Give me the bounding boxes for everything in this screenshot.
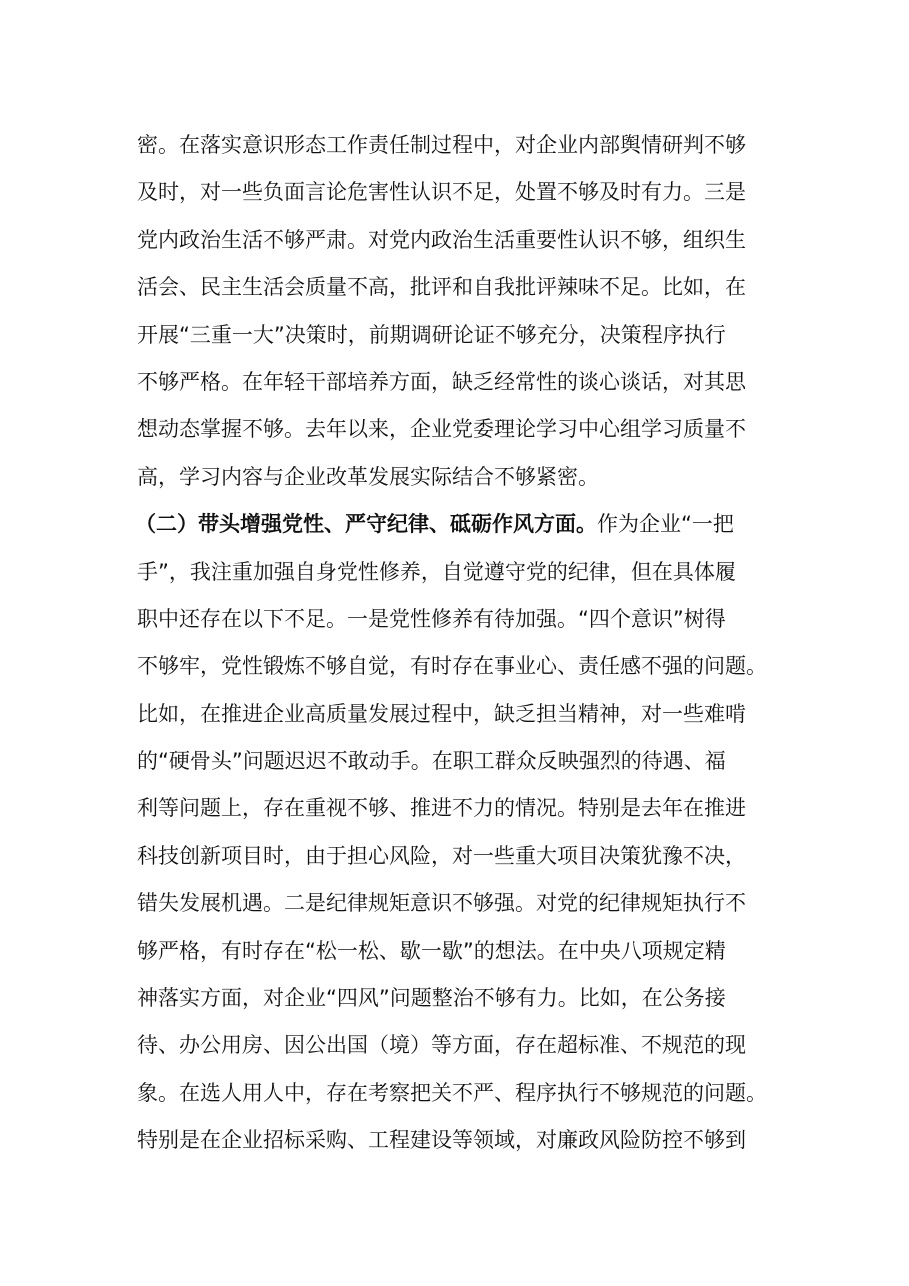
paragraph-line: 够严格，有时存在“松一松、歇一歇”的想法。在中央八项规定精 xyxy=(137,938,726,963)
paragraph-line: 不够严格。在年轻干部培养方面，缺乏经常性的谈心谈话，对其思 xyxy=(137,369,746,394)
paragraph-line: 的“硬骨头”问题迟迟不敢动手。在职工群众反映强烈的待遇、福 xyxy=(137,749,726,774)
paragraph-line: 手”，我注重加强自身党性修养，自觉遵守党的纪律，但在具体履 xyxy=(137,559,736,584)
paragraph-line: 神落实方面，对企业“四风”问题整治不够有力。比如，在公务接 xyxy=(137,986,726,1011)
paragraph-line: 活会、民主生活会质量不高，批评和自我批评辣味不足。比如，在 xyxy=(137,275,746,300)
paragraph-line: 比如，在推进企业高质量发展过程中，缺乏担当精神，对一些难啃 xyxy=(137,701,746,726)
paragraph-line: 开展“三重一大”决策时，前期调研论证不够充分，决策程序执行 xyxy=(137,322,726,347)
paragraph-line: 职中还存在以下不足。一是党性修养有待加强。“四个意识”树得 xyxy=(137,606,726,631)
document-body xyxy=(137,122,797,1165)
paragraph-line: 及时，对一些负面言论危害性认识不足，处置不够及时有力。三是 xyxy=(137,180,746,205)
section-heading: （二）带头增强党性、严守纪律、砥砺作风方面。 xyxy=(135,512,597,537)
paragraph-line: 特别是在企业招标采购、工程建设等领域，对廉政风险防控不够到 xyxy=(137,1128,746,1153)
paragraph-line: 密。在落实意识形态工作责任制过程中，对企业内部舆情研判不够 xyxy=(137,133,746,157)
paragraph-line: 待、办公用房、因公出国（境）等方面，存在超标准、不规范的现 xyxy=(137,1033,746,1058)
paragraph-line: 利等问题上，存在重视不够、推进不力的情况。特别是去年在推进 xyxy=(137,796,746,821)
section-heading-line xyxy=(135,501,797,548)
section-heading-tail: 作为企业“一把 xyxy=(597,512,734,537)
paragraph-line: 想动态掌握不够。去年以来，企业党委理论学习中心组学习质量不 xyxy=(137,417,746,442)
paragraph-line: 错失发展机遇。二是纪律规矩意识不够强。对党的纪律规矩执行不 xyxy=(137,891,746,916)
paragraph-line: 党内政治生活不够严肃。对党内政治生活重要性认识不够，组织生 xyxy=(137,227,746,252)
paragraph-line: 高，学习内容与企业改革发展实际结合不够紧密。 xyxy=(137,464,599,489)
paragraph-line: 不够牢，党性锻炼不够自觉，有时存在事业心、责任感不强的问题。 xyxy=(137,654,767,679)
paragraph-line: 科技创新项目时，由于担心风险，对一些重大项目决策犹豫不决， xyxy=(137,843,746,868)
paragraph-line: 象。在选人用人中，存在考察把关不严、程序执行不够规范的问题。 xyxy=(137,1080,767,1105)
